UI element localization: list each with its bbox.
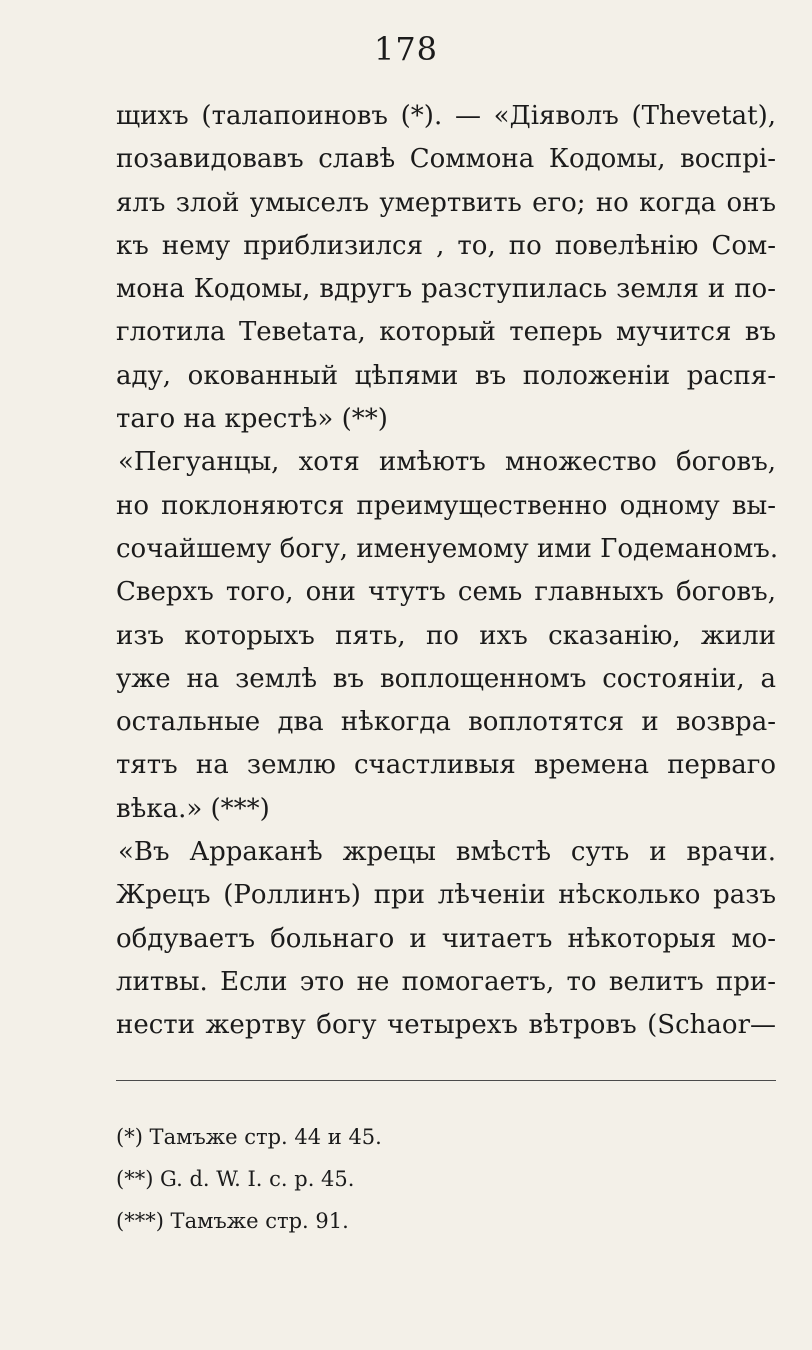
- text-line: мона Кодомы, вдругъ разступилась земля и по-: [116, 274, 776, 305]
- text-line: Жрецъ (Роллинъ) при лѣченіи нѣсколько разъ: [116, 880, 776, 911]
- text-line: обдуваетъ больнаго и читаетъ нѣкоторыя мо-: [116, 923, 776, 954]
- footnote: (***) Тамъже стр. 91.: [116, 1209, 349, 1233]
- footnotes: [116, 1116, 776, 1242]
- footnote-divider: [116, 1080, 776, 1081]
- text-line: таго на крестѣ» (**): [116, 404, 388, 435]
- text-line: къ нему приблизился , то, по повелѣнію Сом-: [116, 230, 776, 261]
- text-line: ялъ злой умыселъ умертвить его; но когда онъ: [116, 187, 776, 218]
- text-line: нести жертву богу четырехъ вѣтровъ (Schaor—: [116, 1010, 776, 1041]
- text-line: тятъ на землю счастливыя времена перваго: [116, 750, 776, 781]
- text-line: аду, окованный цѣпями въ положеніи распя-: [116, 360, 776, 391]
- text-line: но поклоняются преимущественно одному вы-: [116, 490, 776, 521]
- page-number: 178: [373, 30, 439, 68]
- text-line: «Въ Арраканѣ жрецы вмѣстѣ суть и врачи.: [118, 837, 776, 868]
- text-line: вѣка.» (***): [116, 793, 270, 824]
- footnote: (**) G. d. W. I. c. p. 45.: [116, 1167, 355, 1191]
- text-line: уже на землѣ въ воплощенномъ состояніи, а: [116, 663, 776, 694]
- text-line: остальные два нѣкогда воплотятся и возвра-: [116, 707, 776, 738]
- body-text: [116, 95, 779, 1048]
- text-line: литвы. Если это не помогаетъ, то велитъ при-: [116, 966, 776, 997]
- text-line: «Пегуанцы, хотя имѣютъ множество боговъ,: [118, 447, 776, 478]
- text-line: изъ которыхъ пять, по ихъ сказанію, жили: [116, 620, 776, 651]
- text-line: глотила Тевetата, который теперь мучится въ: [116, 317, 776, 348]
- text-line: щихъ (талапоиновъ (*). — «Діяволъ (Thevetat),: [116, 101, 776, 131]
- text-line: позавидовавъ славѣ Соммона Кодомы, воспрі-: [116, 144, 776, 175]
- text-line: Сверхъ того, они чтутъ семь главныхъ боговъ,: [116, 577, 776, 608]
- footnote: (*) Тамъже стр. 44 и 45.: [116, 1125, 382, 1149]
- text-line: сочайшему богу, именуемому ими Годеманомъ.: [116, 533, 779, 564]
